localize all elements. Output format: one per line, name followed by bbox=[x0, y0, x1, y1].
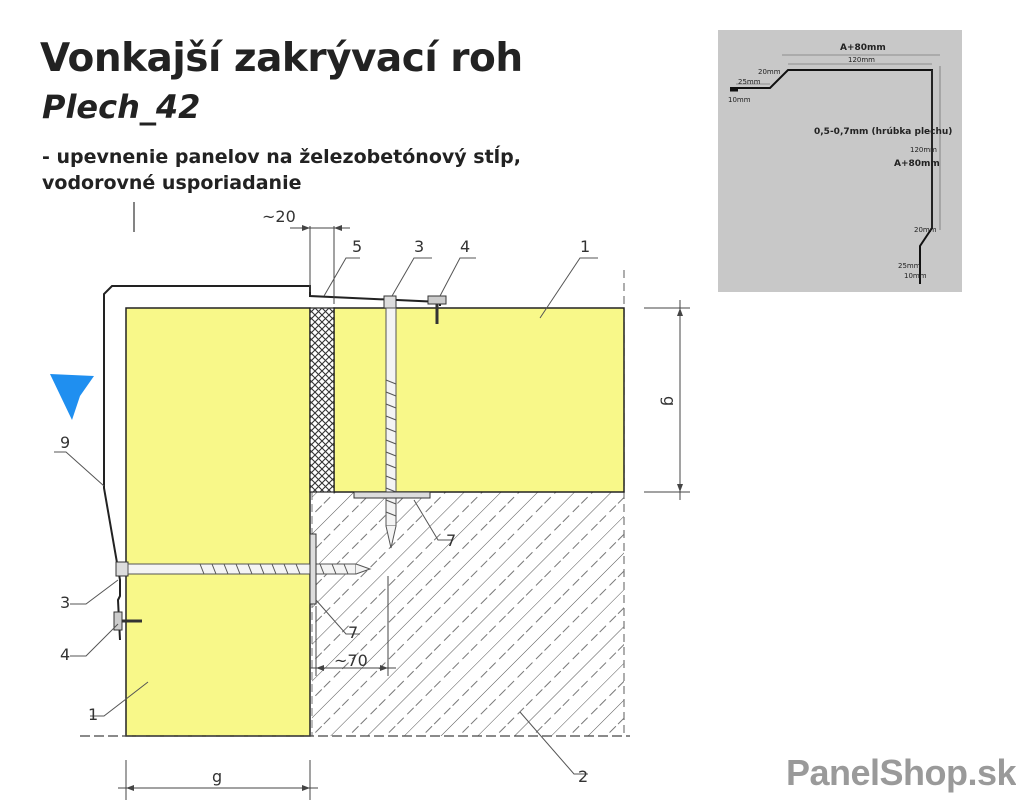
brand-logo: PanelShop.sk bbox=[786, 752, 1016, 793]
callout-7-upper: 7 bbox=[446, 531, 457, 550]
inset-dim-20-top: 20mm bbox=[758, 68, 781, 76]
washer-plate-upper bbox=[354, 492, 430, 498]
inset-dim-a-right: A+80mm bbox=[894, 159, 940, 169]
panel-vertical bbox=[126, 308, 310, 736]
callout-3-top: 3 bbox=[414, 237, 425, 256]
inset-dim-120-right: 120mm bbox=[910, 146, 937, 154]
callout-1-left: 1 bbox=[88, 705, 99, 724]
inset-dim-120-top: 120mm bbox=[848, 56, 875, 64]
profile-inset-drawing bbox=[718, 30, 962, 292]
callout-4-left: 4 bbox=[60, 645, 71, 664]
washer-plate-lower bbox=[310, 534, 316, 604]
inset-dim-20-bottom: 20mm bbox=[914, 226, 937, 234]
page-title: Vonkajší zakrývací roh bbox=[40, 36, 523, 81]
dimension-g-right-label: g bbox=[660, 396, 679, 407]
inset-dim-10-top: 10mm bbox=[728, 96, 751, 104]
inset-dim-10-bottom: 10mm bbox=[904, 272, 927, 280]
dimension-70-label: ~70 bbox=[334, 651, 368, 670]
callout-7-lower: 7 bbox=[348, 623, 359, 642]
panel-horizontal bbox=[334, 308, 624, 492]
description-line-2: vodorovné usporiadanie bbox=[42, 172, 302, 194]
dimension-20 bbox=[290, 225, 350, 304]
callout-9: 9 bbox=[60, 433, 71, 452]
view-arrow-icon bbox=[50, 374, 94, 420]
inset-thickness: 0,5-0,7mm (hrúbka plechu) bbox=[814, 127, 953, 137]
callout-3-left: 3 bbox=[60, 593, 71, 612]
dimension-g-bottom-label: g bbox=[212, 767, 223, 786]
callout-5-top: 5 bbox=[352, 237, 363, 256]
dimension-20-label: ~20 bbox=[262, 207, 296, 226]
profile-line bbox=[730, 70, 932, 284]
inset-dim-25-bottom: 25mm bbox=[898, 262, 921, 270]
description-line-1: - upevnenie panelov na železobetónový stĺp, bbox=[42, 146, 521, 168]
callout-1-top: 1 bbox=[580, 237, 591, 256]
inset-dim-a-top: A+80mm bbox=[840, 43, 886, 53]
callout-4-top: 4 bbox=[460, 237, 471, 256]
screw-top bbox=[384, 296, 396, 548]
profile-inset bbox=[718, 30, 962, 292]
page-subtitle: Plech_42 bbox=[42, 88, 201, 126]
callout-2: 2 bbox=[578, 767, 589, 786]
inset-dim-25-top: 25mm bbox=[738, 78, 761, 86]
screw-left bbox=[116, 562, 370, 576]
